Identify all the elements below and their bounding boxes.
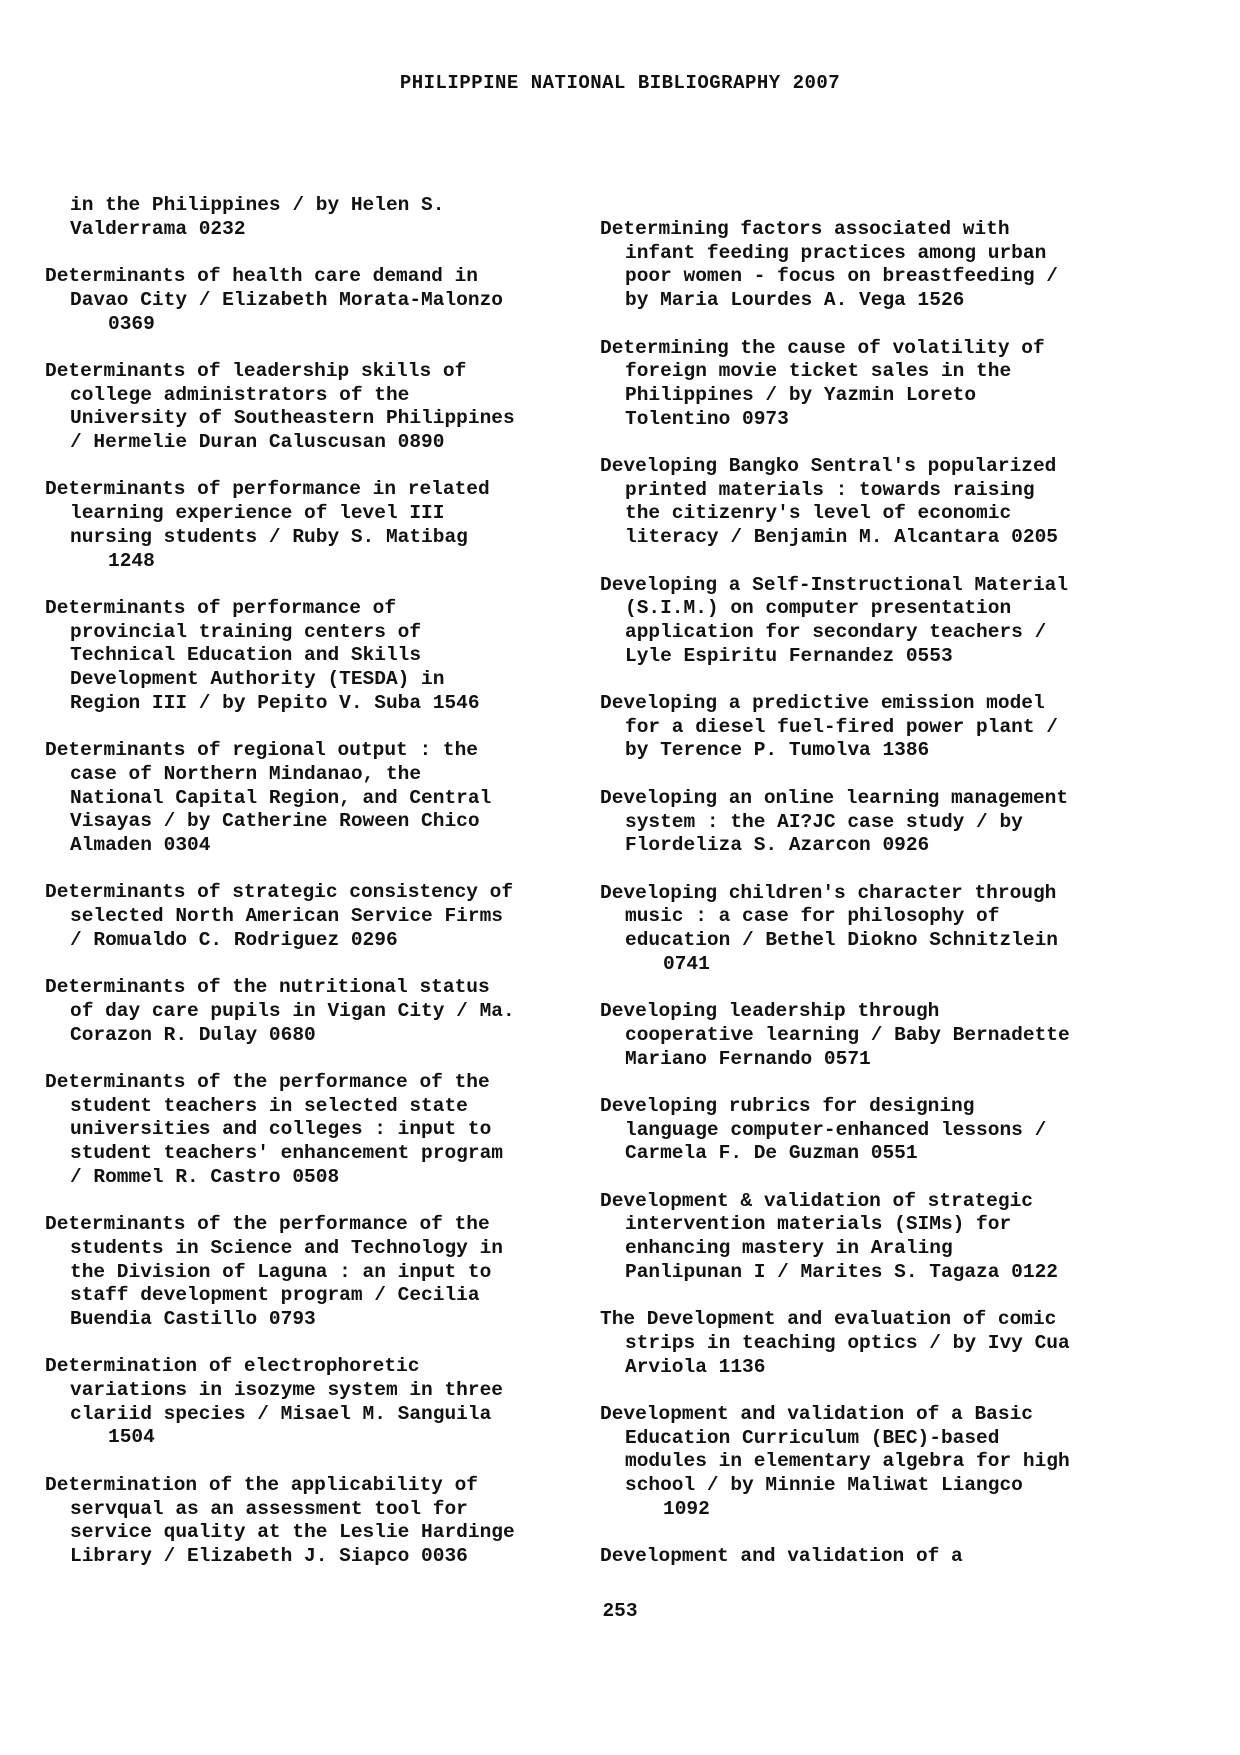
- bibliography-entry: [600, 787, 1160, 858]
- entry-line: variations in isozyme system in three: [70, 1379, 503, 1401]
- entry-line: system : the AI?JC case study / by: [625, 810, 1023, 833]
- entry-line: 0741: [663, 952, 710, 975]
- bibliography-entry: [45, 739, 605, 858]
- entry-line: cooperative learning / Baby Bernadette: [625, 1023, 1070, 1046]
- entry-line: learning experience of level III: [70, 502, 445, 525]
- entry-heading-line: Developing an online learning management: [600, 786, 1069, 809]
- bibliography-entry: [45, 478, 605, 573]
- page-header: PHILIPPINE NATIONAL BIBLIOGRAPHY 2007: [399, 72, 841, 94]
- bibliography-entry: [45, 1213, 605, 1332]
- bibliography-entry: [600, 1000, 1160, 1071]
- bibliography-entry: [45, 881, 605, 952]
- bibliography-entry: [600, 692, 1160, 763]
- entry-line: music : a case for philosophy of: [625, 905, 1000, 928]
- entry-line: strips in teaching optics / by Ivy Cua: [625, 1331, 1070, 1354]
- entry-line: college administrators of the: [70, 383, 410, 406]
- entry-line: of day care pupils in Vigan City / Ma.: [70, 999, 515, 1022]
- entry-line: Development Authority (TESDA) in: [70, 668, 445, 690]
- entry-line: Lyle Espiritu Fernandez 0553: [625, 644, 953, 667]
- entry-line: the citizenry's level of economic: [625, 502, 1012, 525]
- right-column: [600, 218, 1160, 1593]
- entry-line: Almaden 0304: [70, 833, 211, 856]
- entry-line: application for secondary teachers /: [625, 620, 1047, 643]
- entry-line: school / by Minnie Maliwat Liangco: [625, 1474, 1023, 1497]
- entry-line: clariid species / Misael M. Sanguila: [70, 1402, 492, 1425]
- entry-heading-line: Determinants of performance in related: [45, 478, 490, 501]
- entry-line: modules in elementary algebra for high: [625, 1450, 1070, 1473]
- entry-heading-line: Development and validation of a Basic: [600, 1402, 1033, 1425]
- entry-heading-line: Determinants of health care demand in: [45, 265, 478, 288]
- entry-line: Mariano Fernando 0571: [625, 1047, 871, 1070]
- entry-heading-line: Determining factors associated with: [600, 218, 1010, 240]
- entry-line: enhancing mastery in Araling: [625, 1237, 953, 1260]
- entry-line: literacy / Benjamin M. Alcantara 0205: [625, 526, 1058, 549]
- entry-line: staff development program / Cecilia: [70, 1284, 480, 1307]
- entry-line: Technical Education and Skills: [70, 644, 422, 667]
- entry-line: language computer-enhanced lessons /: [625, 1118, 1047, 1141]
- entry-line: printed materials : towards raising: [625, 478, 1035, 501]
- left-column: [45, 194, 605, 1592]
- entry-line: / Hermelie Duran Caluscusan 0890: [70, 431, 445, 453]
- entry-line: / Rommel R. Castro 0508: [70, 1165, 340, 1188]
- entry-line: selected North American Service Firms: [70, 905, 503, 927]
- bibliography-entry: [600, 455, 1160, 550]
- bibliography-entry: [600, 1308, 1160, 1379]
- entry-line: Panlipunan I / Marites S. Tagaza 0122: [625, 1260, 1058, 1283]
- entry-heading-line: Developing a Self-Instructional Material: [600, 573, 1069, 596]
- entry-line: by Maria Lourdes A. Vega 1526: [625, 289, 965, 312]
- entry-line: case of Northern Mindanao, the: [70, 762, 422, 785]
- entry-line: Region III / by Pepito V. Suba 1546: [70, 691, 480, 714]
- entry-line: by Terence P. Tumolva 1386: [625, 739, 930, 762]
- entry-line: the Division of Laguna : an input to: [70, 1260, 492, 1283]
- entry-line: Carmela F. De Guzman 0551: [625, 1142, 918, 1165]
- entry-line: students in Science and Technology in: [70, 1236, 503, 1259]
- entry-line: Flordeliza S. Azarcon 0926: [625, 834, 930, 857]
- entry-heading-line: Developing a predictive emission model: [600, 692, 1045, 714]
- entry-heading-line: Determinants of the nutritional status: [45, 976, 490, 999]
- entry-line: Davao City / Elizabeth Morata-Malonzo: [70, 288, 503, 311]
- entry-line: student teachers in selected state: [70, 1094, 468, 1117]
- entry-line: Visayas / by Catherine Roween Chico: [70, 810, 480, 833]
- entry-heading-line: Developing rubrics for designing: [600, 1094, 975, 1117]
- bibliography-entry: [45, 1071, 605, 1190]
- bibliography-entry: [600, 1403, 1160, 1522]
- entry-line: Arviola 1136: [625, 1355, 766, 1378]
- entry-line: foreign movie ticket sales in the: [625, 360, 1012, 383]
- entry-heading-line: Determinants of the performance of the: [45, 1213, 490, 1236]
- bibliography-entry: [45, 1474, 605, 1569]
- entry-heading-line: Determinants of regional output : the: [45, 739, 478, 762]
- entry-line: 1092: [663, 1497, 710, 1520]
- bibliography-entry: [45, 194, 605, 241]
- entry-line: student teachers' enhancement program: [70, 1142, 503, 1164]
- bibliography-entry: [600, 1545, 1160, 1569]
- entry-heading-line: The Development and evaluation of comic: [600, 1308, 1057, 1331]
- entry-line: / Romualdo C. Rodriguez 0296: [70, 928, 398, 951]
- entry-line: nursing students / Ruby S. Matibag: [70, 525, 468, 548]
- bibliography-entry: [45, 265, 605, 336]
- entry-line: infant feeding practices among urban: [625, 241, 1047, 264]
- bibliography-entry: [45, 1355, 605, 1450]
- bibliography-entry: [45, 360, 605, 455]
- entry-line: (S.I.M.) on computer presentation: [625, 597, 1012, 620]
- entry-heading-line: Determinants of performance of: [45, 596, 397, 619]
- entry-line: provincial training centers of: [70, 620, 422, 643]
- entry-heading-line: Determining the cause of volatility of: [600, 336, 1045, 359]
- entry-line: Tolentino 0973: [625, 407, 789, 430]
- bibliography-entry: [600, 218, 1160, 313]
- bibliography-entry: [600, 337, 1160, 432]
- bibliography-entry: [600, 1095, 1160, 1166]
- entry-line: University of Southeastern Philippines: [70, 407, 515, 430]
- entry-heading-line: Determinants of strategic consistency of: [45, 881, 514, 904]
- entry-heading-line: Determination of electrophoretic: [45, 1355, 420, 1378]
- entry-heading-line: Developing children's character through: [600, 881, 1057, 904]
- bibliography-entry: [45, 976, 605, 1047]
- entry-heading-line: Determinants of leadership skills of: [45, 359, 467, 382]
- entry-line: National Capital Region, and Central: [70, 786, 492, 809]
- entry-line: poor women - focus on breastfeeding /: [625, 265, 1058, 288]
- page-number: 253: [602, 1600, 638, 1622]
- entry-line: 1248: [108, 549, 155, 572]
- entry-line: Philippines / by Yazmin Loreto: [625, 383, 977, 406]
- entry-line: Valderrama 0232: [70, 217, 246, 240]
- entry-line: 0369: [108, 312, 155, 335]
- entry-heading-line: Developing leadership through: [600, 1000, 940, 1023]
- entry-line: in the Philippines / by Helen S.: [70, 194, 445, 216]
- entry-line: education / Bethel Diokno Schnitzlein: [625, 929, 1058, 951]
- entry-line: universities and colleges : input to: [70, 1118, 492, 1141]
- entry-line: 1504: [108, 1426, 155, 1449]
- entry-heading-line: Determination of the applicability of: [45, 1473, 478, 1496]
- entry-heading-line: Developing Bangko Sentral's popularized: [600, 455, 1057, 477]
- entry-line: Library / Elizabeth J. Siapco 0036: [70, 1544, 468, 1567]
- entry-line: for a diesel fuel-fired power plant /: [625, 715, 1058, 738]
- bibliography-entry: [600, 574, 1160, 669]
- entry-heading-line: Development and validation of a: [600, 1545, 963, 1568]
- entry-line: Corazon R. Dulay 0680: [70, 1023, 316, 1046]
- entry-heading-line: Determinants of the performance of the: [45, 1070, 490, 1093]
- entry-heading-line: Development & validation of strategic: [600, 1189, 1033, 1212]
- entry-line: intervention materials (SIMs) for: [625, 1213, 1012, 1236]
- bibliography-entry: [600, 882, 1160, 977]
- bibliography-entry: [600, 1190, 1160, 1285]
- bibliography-entry: [45, 597, 605, 716]
- entry-line: Buendia Castillo 0793: [70, 1307, 316, 1330]
- entry-line: servqual as an assessment tool for: [70, 1497, 468, 1520]
- entry-line: service quality at the Leslie Hardinge: [70, 1521, 515, 1544]
- entry-line: Education Curriculum (BEC)-based: [625, 1426, 1000, 1449]
